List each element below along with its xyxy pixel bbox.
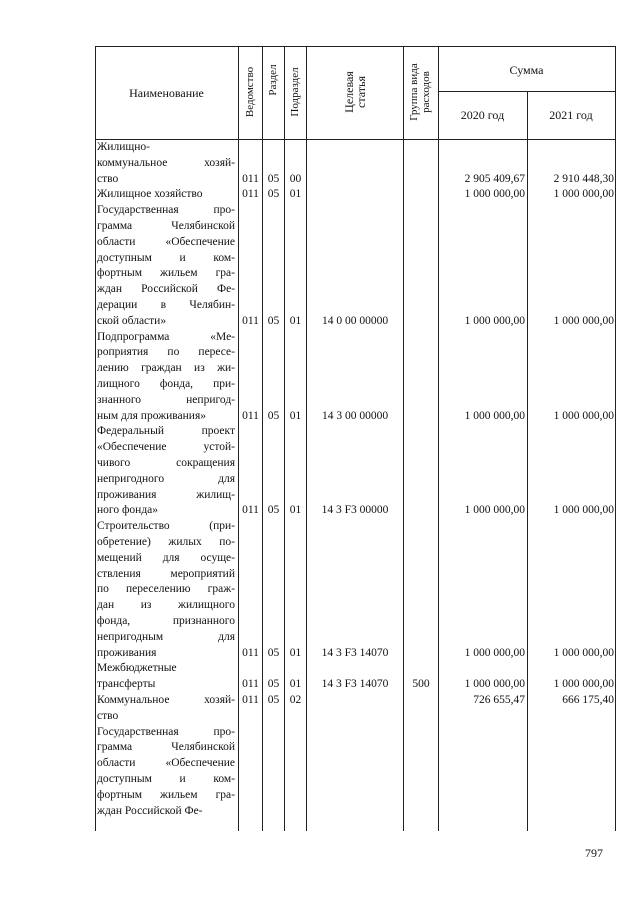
col-line-1 <box>238 46 239 831</box>
row-name-line: области «Обеспечение <box>97 757 235 770</box>
col-line-2 <box>262 46 263 831</box>
row-name-line: доступным и ком- <box>97 251 235 264</box>
row-sum-2020: 1 000 000,00 <box>464 504 525 517</box>
row-name-line: фортным жильем гра- <box>97 788 235 801</box>
row-vedomstvo: 011 <box>242 504 259 517</box>
row-sum-2021: 1 000 000,00 <box>553 409 614 422</box>
row-name-line: Строительство (при- <box>97 520 235 533</box>
row-name-line: дерации в Челябин- <box>97 299 235 311</box>
row-razdel: 05 <box>267 504 280 517</box>
row-sum-2021: 1 000 000,00 <box>553 646 614 659</box>
col-line-8 <box>615 46 616 831</box>
col-line-4 <box>306 46 307 831</box>
row-sum-2020: 1 000 000,00 <box>464 188 525 201</box>
row-name-line: Коммунальное хозяй- <box>97 694 235 706</box>
row-razdel: 05 <box>267 188 280 201</box>
row-name-line: ждан Российской Фе- <box>97 804 203 817</box>
row-name-line: проживания <box>97 646 157 659</box>
row-name-line: ской области» <box>97 314 167 327</box>
row-name-line: Государственная про- <box>97 204 235 217</box>
row-razdel: 05 <box>267 678 280 691</box>
row-podrazdel: 01 <box>289 678 302 691</box>
row-razdel: 05 <box>267 172 280 185</box>
row-name-line: ство <box>97 709 119 722</box>
row-name-line: мещений для осуще- <box>97 551 235 564</box>
row-name-line: Межбюджетные <box>97 662 177 675</box>
row-name-line: чивого сокращения <box>97 457 235 469</box>
header-gruppa-line1: Группа вида <box>408 63 420 121</box>
row-name-line: знанного непригод- <box>97 393 235 406</box>
row-name-line: трансферты <box>97 678 156 691</box>
row-sum-2021: 1 000 000,00 <box>553 188 614 201</box>
col-line-0 <box>95 46 96 831</box>
header-celevaya-line1: Целевая <box>342 71 356 113</box>
row-vedomstvo: 011 <box>242 678 259 691</box>
row-name-line: доступным и ком- <box>97 773 235 785</box>
row-razdel: 05 <box>267 409 280 422</box>
row-razdel: 05 <box>267 314 280 327</box>
row-podrazdel: 01 <box>289 314 302 327</box>
row-name-line: ствления мероприятий <box>97 567 235 580</box>
row-celevaya-statya: 14 3 F3 14070 <box>321 646 389 659</box>
row-name-line: коммунальное хозяй- <box>97 156 235 169</box>
row-name-line: Государственная про- <box>97 725 235 738</box>
row-name-line: Жилищно- <box>97 141 150 153</box>
row-name-line: ным для проживания» <box>97 409 206 422</box>
row-celevaya-statya: 14 3 00 00000 <box>321 409 389 422</box>
row-name-line: дан из жилищного <box>97 599 235 612</box>
row-razdel: 05 <box>267 694 280 706</box>
header-year-2020: 2020 год <box>460 108 505 122</box>
row-name-line: лищного фонда, при- <box>97 378 235 390</box>
row-name-line: ство <box>97 172 119 185</box>
row-gruppa-vida: 500 <box>412 678 430 691</box>
header-celevaya-statya <box>343 71 367 113</box>
row-celevaya-statya: 14 3 F3 00000 <box>321 504 389 517</box>
header-gruppa-line2: расходов <box>420 71 432 113</box>
header-summa: Сумма <box>509 63 544 77</box>
row-sum-2020: 2 905 409,67 <box>464 172 525 185</box>
row-vedomstvo: 011 <box>242 409 259 422</box>
row-sum-2021: 1 000 000,00 <box>553 314 614 327</box>
row-celevaya-statya: 14 0 00 00000 <box>321 314 389 327</box>
row-razdel: 05 <box>267 646 280 659</box>
row-sum-2020: 1 000 000,00 <box>464 409 525 422</box>
row-name-line: области «Обеспечение <box>97 235 235 248</box>
row-name-line: «Обеспечение устой- <box>97 441 235 454</box>
header-year-2021: 2021 год <box>549 108 593 122</box>
header-name: Наименование <box>129 86 204 100</box>
row-vedomstvo: 011 <box>242 694 259 706</box>
row-name-line: непригодного для <box>97 472 235 485</box>
col-line-3 <box>284 46 285 831</box>
row-celevaya-statya: 14 3 F3 14070 <box>321 678 389 691</box>
row-podrazdel: 01 <box>289 646 302 659</box>
row-sum-2021: 2 910 448,30 <box>553 172 614 185</box>
header-podrazdel: Подраздел <box>289 67 301 117</box>
header-razdel: Раздел <box>267 64 279 96</box>
table-top-border <box>95 46 615 47</box>
row-name-line: Федеральный проект <box>97 425 235 438</box>
row-name-line: по переселению граж- <box>97 583 235 596</box>
row-vedomstvo: 011 <box>242 188 259 201</box>
row-podrazdel: 01 <box>289 504 302 517</box>
row-sum-2021: 666 175,40 <box>562 694 614 706</box>
row-sum-2020: 726 655,47 <box>473 694 525 706</box>
page-number: 797 <box>585 846 603 860</box>
row-name-line: Жилищное хозяйство <box>97 188 203 201</box>
row-name-line: обретение) жилых по- <box>97 536 235 548</box>
row-podrazdel: 01 <box>289 409 302 422</box>
row-name-line: грамма Челябинской <box>97 741 235 754</box>
row-name-line: проживания жилищ- <box>97 488 235 501</box>
row-name-line: фонда, признанного <box>97 615 235 627</box>
row-name-line: фортным жильем гра- <box>97 267 235 280</box>
row-vedomstvo: 011 <box>242 646 259 659</box>
row-podrazdel: 01 <box>289 188 302 201</box>
row-name-line: лению граждан из жи- <box>97 362 235 375</box>
header-celevaya-line2: статья <box>354 76 368 108</box>
row-name-line: роприятия по пересе- <box>97 346 235 359</box>
row-vedomstvo: 011 <box>242 172 259 185</box>
col-line-5 <box>403 46 404 831</box>
row-name-line: ного фонда» <box>97 504 159 517</box>
row-podrazdel: 02 <box>289 694 302 706</box>
row-sum-2021: 1 000 000,00 <box>553 678 614 691</box>
row-podrazdel: 00 <box>289 172 302 185</box>
row-name-line: грамма Челябинской <box>97 220 235 232</box>
header-gruppa-vida <box>408 63 432 121</box>
row-name-line: Подпрограмма «Ме- <box>97 330 235 343</box>
row-name-line: непригодным для <box>97 630 235 643</box>
row-sum-2021: 1 000 000,00 <box>553 504 614 517</box>
row-name-line: ждан Российской Фе- <box>97 283 235 296</box>
header-vedomstvo: Ведомство <box>244 66 256 118</box>
row-sum-2020: 1 000 000,00 <box>464 646 525 659</box>
row-sum-2020: 1 000 000,00 <box>464 314 525 327</box>
row-sum-2020: 1 000 000,00 <box>464 678 525 691</box>
col-line-6 <box>438 46 439 831</box>
row-vedomstvo: 011 <box>242 314 259 327</box>
